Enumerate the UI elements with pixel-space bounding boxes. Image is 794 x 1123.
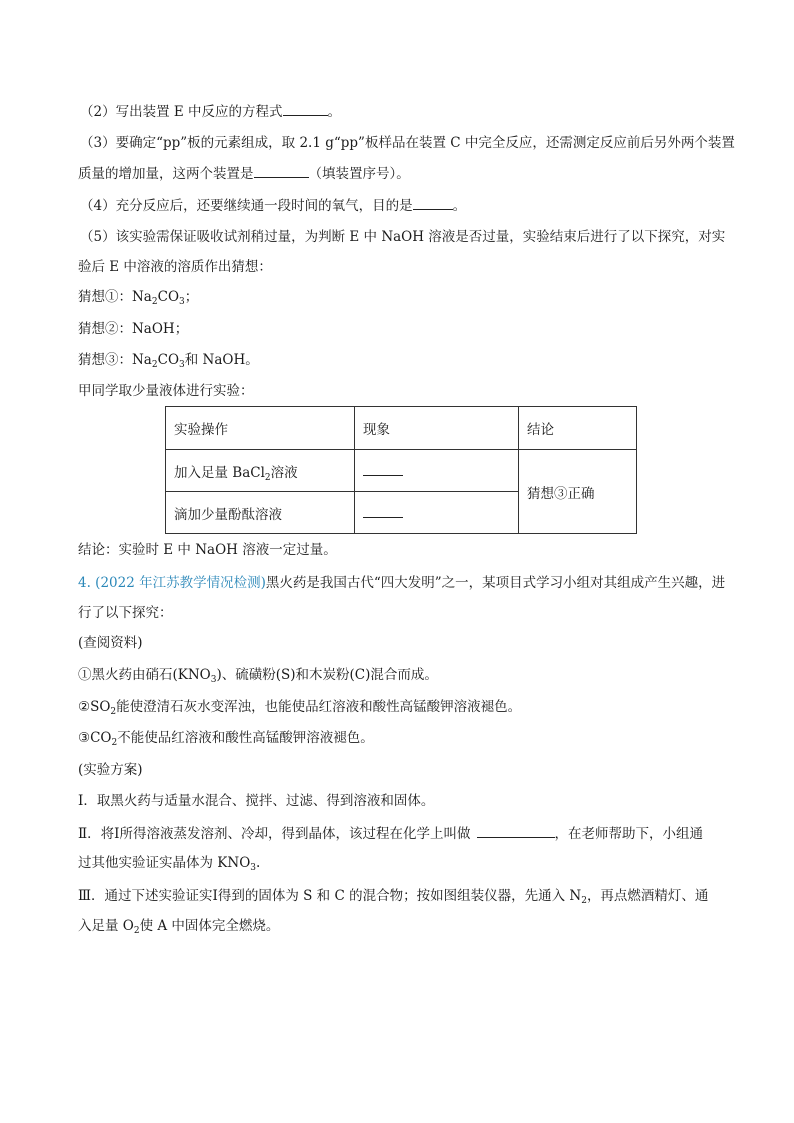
source-link[interactable]: (2022 年江苏教学情况检测): [95, 575, 266, 591]
step-2-line2: 过其他实验证实晶体为 $KNO_3$.: [78, 855, 261, 873]
answer-blank[interactable]: [363, 461, 403, 476]
reference-2: $②SO_2$能使澄清石灰水变浑浊，也能使品红溶液和酸性高锰酸钾溶液褪色。: [78, 699, 522, 717]
table-header-row: [166, 407, 637, 450]
question-3-line1: （3）要确定“pp”板的元素组成，取 2.1 g“pp”板样品在装置 C 中完全反应，还需测定反应前后另外两个装置: [80, 135, 735, 151]
guess-2: 猜想②：NaOH；: [78, 321, 189, 337]
header-operation: 实验操作: [166, 407, 355, 450]
reference-1: ①黑火药由硝石$(KNO_3)$、硫磺粉(S)和木炭粉(C)混合而成。: [78, 667, 438, 685]
reference-heading: (查阅资料): [78, 635, 143, 651]
table-conclusion: 结论：实验时 E 中 NaOH 溶液一定过量。: [78, 542, 337, 558]
step-1: Ⅰ．取黑火药与适量水混合、搅拌、过滤、得到溶液和固体。: [78, 793, 435, 809]
question-4: （4）充分反应后，还要继续通一段时间的氧气，目的是 。: [80, 195, 734, 216]
header-phenomenon: 现象: [355, 407, 519, 450]
question-3-line2: 质量的增加量，这两个装置是 （填装置序号）。: [78, 163, 734, 184]
step-2-line1: Ⅱ．将Ⅰ所得溶液蒸发溶剂、冷却，得到晶体，该过程在化学上叫做 ，在老师帮助下，小组通: [78, 823, 734, 844]
question-5-line1: （5）该实验需保证吸收试剂稍过量，为判断 E 中 NaOH 溶液是否过量，实验结束后进行了以下探究，对实: [80, 229, 726, 245]
answer-blank[interactable]: [363, 503, 403, 518]
table-row: [166, 450, 637, 492]
answer-blank[interactable]: [413, 195, 453, 210]
step-3-line2: 入足量 $O_2$使 A 中固体完全燃烧。: [78, 918, 280, 936]
plan-heading: (实验方案): [78, 762, 143, 778]
question-4-new-line1: 4. (2022 年江苏教学情况检测)黑火药是我国古代“四大发明”之一，某项目式学习小组对其组成产生兴趣，进: [78, 575, 726, 591]
question-4-new-line2: 行了以下探究：: [78, 605, 173, 621]
answer-blank[interactable]: [254, 163, 309, 178]
row2-operation: 滴加少量酚酞溶液: [166, 492, 355, 534]
row2-phenomenon: [355, 492, 519, 534]
step-3-line1: Ⅲ．通过下述实验证实Ⅰ得到的固体为 S 和 C 的混合物；按如图组装仪器，先通入 $N_2$，再点燃酒精灯、通: [78, 888, 709, 906]
header-conclusion: 结论: [519, 407, 637, 450]
answer-blank[interactable]: [477, 823, 555, 838]
guess-3: 猜想③：$Na_2CO_3$和 NaOH。: [78, 352, 259, 370]
guess-1: 猜想①：$Na_2CO_3$；: [78, 289, 199, 307]
question-2: （2）写出装置 E 中反应的方程式 。: [80, 101, 734, 122]
question-5-line2: 验后 E 中溶液的溶质作出猜想：: [78, 259, 272, 275]
experiment-table: [165, 406, 637, 534]
conclusion-cell: 猜想③正确: [519, 450, 637, 534]
row1-phenomenon: [355, 450, 519, 492]
row1-operation: 加入足量 BaCl$_2$溶液: [166, 450, 355, 492]
experiment-intro: 甲同学取少量液体进行实验：: [78, 383, 254, 399]
answer-blank[interactable]: [283, 101, 328, 116]
reference-3: $③CO_2$不能使品红溶液和酸性高锰酸钾溶液褪色。: [78, 730, 374, 748]
